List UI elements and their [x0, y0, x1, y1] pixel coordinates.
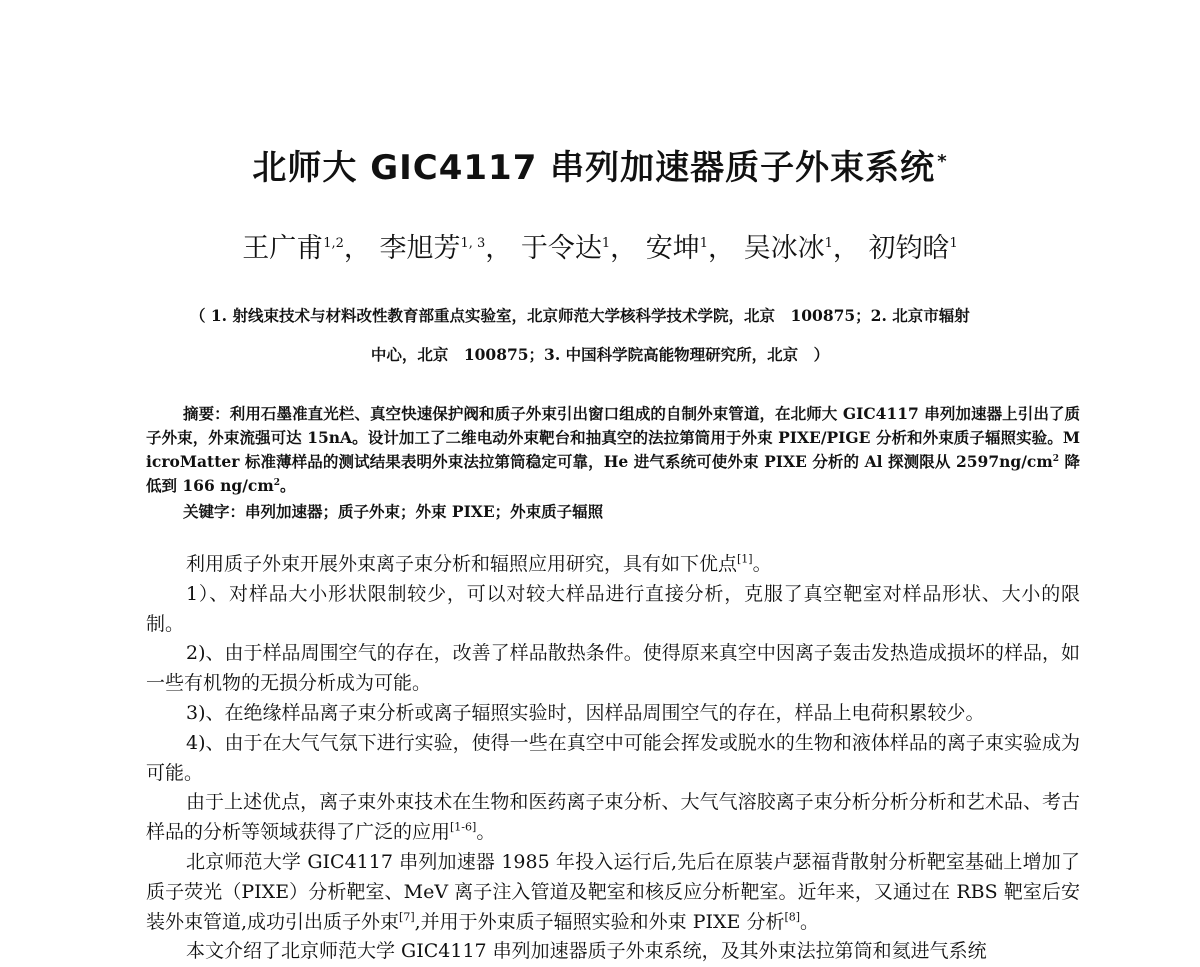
author-list: 王广甫$^{1,2}$， 李旭芳$^{1, 3}$， 于令达$^1$， 安坤$^1$， 吴冰冰$^1$， 初钧晗$^1$	[242, 233, 958, 264]
abstract-label: 摘要：	[183, 404, 230, 423]
abstract-superscript: 2	[273, 477, 281, 488]
paper-title	[0, 140, 1200, 189]
citation-ref: [8]	[784, 910, 801, 924]
author-affiliation-mark: 1	[601, 236, 611, 251]
title-footnote-mark: *	[937, 150, 948, 172]
body-paragraph: 1）、对样品大小形状限制较少，可以对较大样品进行直接分析，克服了真空靶室对样品形状、大小的限制。	[146, 582, 1080, 635]
body-paragraph: 4)、由于在大气气氛下进行实验，使得一些在真空中可能会挥发或脱水的生物和液体样品的离子束实验成为可能。	[146, 731, 1080, 784]
paragraph-text: ,并用于外束质子辐照实验和外束 PIXE 分析	[414, 910, 785, 933]
paragraph-end: 。	[800, 910, 820, 933]
paragraph-end: 。	[752, 553, 772, 575]
author-name: 初钧晗	[868, 233, 950, 264]
paragraph-text: 北京师范大学 GIC4117 串列加速器 1985 年投入运行后,先后在原装卢瑟福背散射分析靶室基础上增加了质子荧光（PIXE）分析靶室、MeV 离子注入管道及靶室和核反应分析靶室。近年来，又通过在 RBS 靶室后安装外束管道,成功引出质子外束	[146, 850, 1080, 933]
author-affiliation-mark: 1	[824, 236, 833, 251]
keywords	[183, 500, 1083, 522]
author-name: 安坤	[645, 233, 700, 264]
author-name: 王广甫	[242, 233, 324, 264]
affiliation-line-2: 中心，北京 100875；3. 中国科学院高能物理研究所，北京 ）	[370, 345, 830, 364]
citation-ref: [1-6]	[450, 820, 477, 834]
keywords-text: 串列加速器；质子外束；外束 PIXE；外束质子辐照	[245, 502, 604, 521]
author-affiliation-mark: 1,2	[323, 236, 344, 251]
title-text: 北师大 GIC4117 串列加速器质子外束系统	[252, 148, 936, 188]
author-affiliation-mark: 1	[699, 236, 709, 251]
body-paragraph: 3)、在绝缘样品离子束分析或离子辐照实验时，因样品周围空气的存在，样品上电荷积累较少。	[186, 701, 985, 724]
author-name: 李旭芳	[379, 233, 461, 264]
author-name: 吴冰冰	[743, 233, 825, 264]
body-paragraph	[146, 788, 1080, 848]
citation-ref: [7]	[399, 910, 415, 924]
keywords-label: 关键字：	[183, 502, 246, 521]
body-paragraph	[146, 848, 1080, 937]
paragraph-end: 。	[476, 821, 496, 844]
body-paragraph: 本文介绍了北京师范大学 GIC4117 串列加速器质子外束系统，及其外束法拉第筒和氦进气系统	[186, 940, 987, 963]
body-text	[146, 550, 1080, 967]
abstract-superscript: 2	[1052, 453, 1059, 464]
abstract-text-part1: 利用石墨准直光栏、真空快速保护阀和质子外束引出窗口组成的自制外束管道，在北师大 GIC4117 串列加速器上引出了质子外束，外束流强可达 15nA。设计加工了二维电动外束靶台和抽真空的法拉第筒用于外束 PIXE/PIGE 分析和外束质子辐照实验。MicroMatter 标准薄样品的测试结果表明外束法拉第筒稳定可靠，He 进气系统可使外束 PIXE 分析的 Al 探测限从 2597ng/cm	[146, 404, 1080, 471]
abstract-end: 。	[280, 476, 296, 495]
body-paragraph: 2)、由于样品周围空气的存在，改善了样品散热条件。使得原来真空中因离子轰击发热造成损坏的样品，如一些有机物的无损分析成为可能。	[146, 642, 1080, 695]
paragraph-text: 利用质子外束开展外束离子束分析和辐照应用研究，具有如下优点	[186, 553, 738, 575]
abstract	[146, 402, 1080, 498]
author-affiliation-mark: 1, 3	[460, 236, 486, 251]
author-name: 于令达	[520, 233, 602, 264]
affiliation-line-1: （ 1. 射线束技术与材料改性教育部重点实验室，北京师范大学核科学技术学院，北京 100875；2. 北京市辐射	[190, 306, 970, 325]
citation-ref: [1]	[737, 552, 753, 566]
abstract-text-part2: 降低到 166 ng/cm	[146, 452, 1080, 495]
body-paragraph	[146, 550, 1080, 580]
author-affiliation-mark: 1	[949, 236, 958, 251]
paragraph-text: 由于上述优点，离子束外束技术在生物和医药离子束分析、大气气溶胶离子束分析分析分析和艺术品、考古样品的分析等领域获得了广泛的应用	[146, 791, 1080, 844]
